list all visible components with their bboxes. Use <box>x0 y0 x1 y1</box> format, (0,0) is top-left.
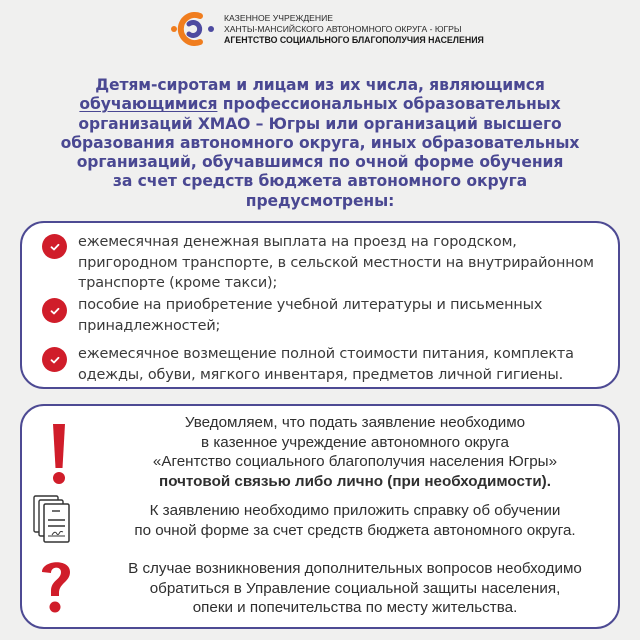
notice-line-1: Уведомляем, что подать заявление необходимо <box>184 414 526 431</box>
title-line-3: организаций ХМАО – Югры или организаций высшего <box>78 114 562 133</box>
title-line-6: за счет средств бюджета автономного округа <box>112 172 528 191</box>
page-title <box>40 76 600 211</box>
exclamation-icon <box>42 422 76 490</box>
title-line-2-rest: профессиональных образовательных <box>217 95 561 114</box>
documents-icon <box>30 494 76 546</box>
questions-text <box>102 559 608 618</box>
agency-line-3: АГЕНТСТВО СОЦИАЛЬНОГО БЛАГОПОЛУЧИЯ НАСЕЛЕНИЯ <box>224 34 484 45</box>
notice-line-3: «Агентство социального благополучия населения Югры» <box>152 453 558 470</box>
benefit-text: пособие на приобретение учебной литературы и письменных принадлежностей; <box>78 297 543 334</box>
documents-line-1: К заявлению необходимо приложить справку об обучении <box>149 502 561 519</box>
agency-logo-icon <box>170 9 222 49</box>
title-line-1: Детям-сиротам и лицам из их числа, являющимся <box>95 76 545 94</box>
documents-text <box>102 501 608 540</box>
title-line-5: организаций, обучавшимся по очной форме обучения <box>76 153 564 172</box>
agency-name <box>224 13 484 46</box>
agency-line-2: ХАНТЫ-МАНСИЙСКОГО АВТОНОМНОГО ОКРУГА - ЮГРЫ <box>224 23 462 34</box>
benefits-card <box>20 221 620 389</box>
title-line-4: образования автономного округа, иных образовательных <box>60 133 580 152</box>
documents-line-2: по очной форме за счет средств бюджета автономного округа. <box>134 521 576 539</box>
benefit-text: ежемесячное возмещение полной стоимости питания, комплекта одежды, обуви, мягкого инвентаря, предметов личной гигиены. <box>78 346 574 383</box>
notice-line-4 <box>102 472 608 492</box>
notice-bold: почтовой связью либо лично (при необходимости). <box>159 472 551 490</box>
check-circle-icon <box>42 234 67 259</box>
questions-line-3: опеки и попечительства по месту жительства. <box>192 599 518 616</box>
check-circle-icon <box>42 347 67 372</box>
title-underlined-word: обучающимися <box>79 95 218 114</box>
header <box>170 8 500 50</box>
agency-line-1: КАЗЕННОЕ УЧРЕЖДЕНИЕ <box>224 12 334 23</box>
questions-line-2: обратиться в Управление социальной защиты населения, <box>149 579 561 597</box>
title-line-7: предусмотрены: <box>245 191 395 210</box>
notice-line-2: в казенное учреждение автономного округа <box>201 433 509 451</box>
check-circle-icon <box>42 298 67 323</box>
title-line-2 <box>40 95 600 114</box>
question-icon <box>38 556 74 618</box>
info-card <box>20 404 620 629</box>
notice-text <box>102 413 608 491</box>
questions-line-1: В случае возникновения дополнительных вопросов необходимо <box>128 560 582 577</box>
benefit-text: ежемесячная денежная выплата на проезд на городском, пригородном транспорте, в сельской местности на внутрирайонном транспорте (кроме такси); <box>78 234 594 291</box>
